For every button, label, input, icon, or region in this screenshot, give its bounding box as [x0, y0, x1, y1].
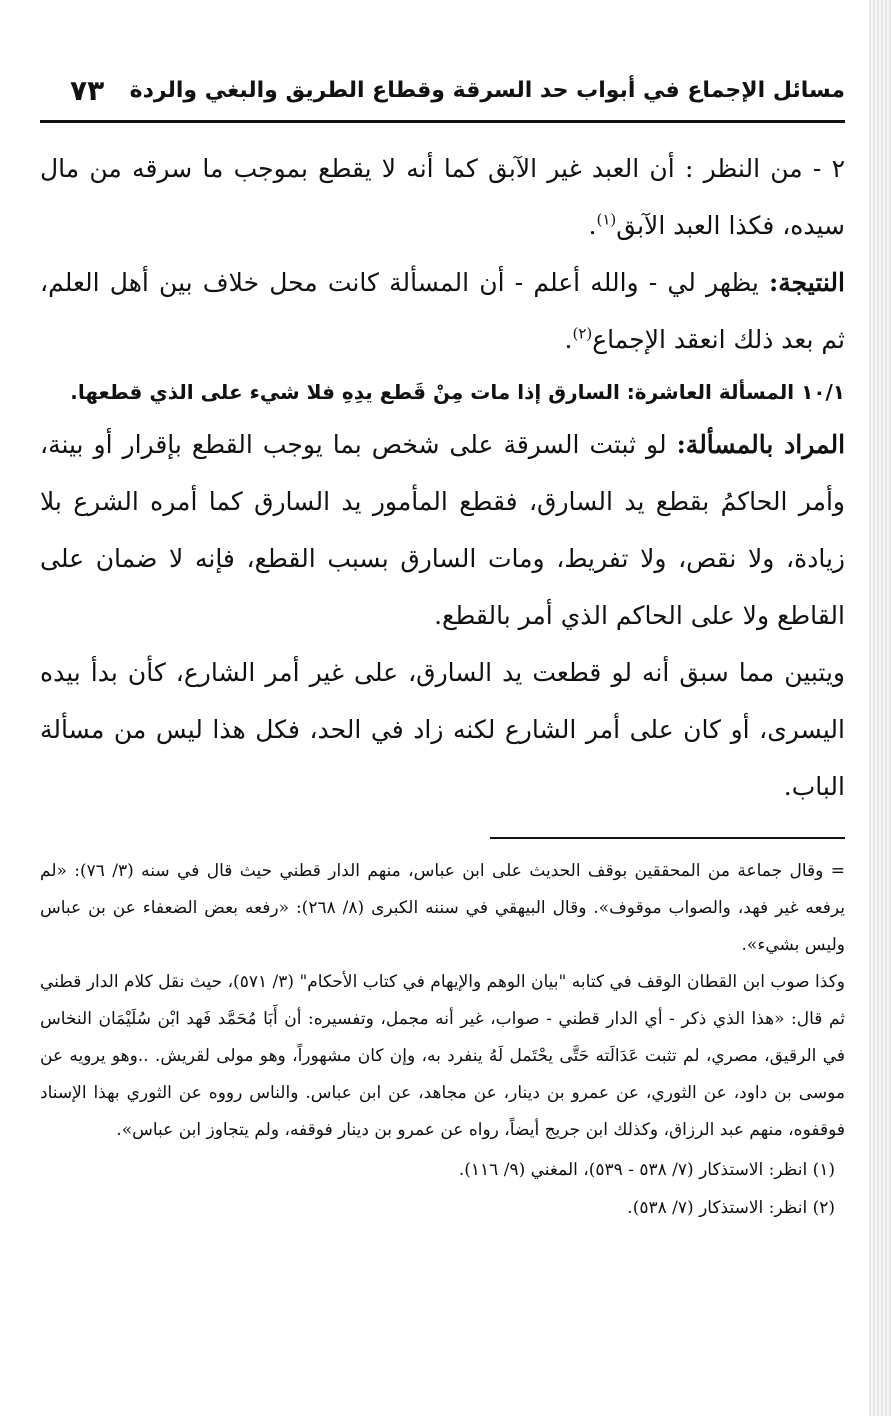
- footnotes: [40, 1151, 845, 1227]
- main-text: [40, 140, 845, 815]
- meaning-label: المراد بالمسألة:: [676, 430, 846, 459]
- running-title: مسائل الإجماع في أبواب حد السرقة وقطاع الطريق والبغي والردة: [129, 78, 845, 103]
- paragraph-text: ٢ - من النظر : أن العبد غير الآبق كما أنه لا يقطع بموجب ما سرقه من مال سيده، فكذا العبد الآبق: [40, 154, 845, 240]
- continued-footnote: [40, 853, 845, 1149]
- footnote-continuation-part-1: = وقال جماعة من المحققين بوقف الحديث على ابن عباس، منهم الدار قطني حيث قال في سنه (٣/ ٧٦): «لم يرفعه غير فهد، والصواب موقوف». وقال البيهقي في سننه الكبرى (٨/ ٢٦٨): «رفعه بعض الضعفاء عن بن عباس وليس بشيء».: [40, 861, 845, 955]
- paragraph-conclusion: النتيجة: يظهر لي - والله أعلم - أن المسألة كانت محل خلاف بين أهل العلم، ثم بعد ذلك انعقد الإجماع$^{(٢)}$.: [40, 268, 845, 354]
- paragraph-clarification: ويتبين مما سبق أنه لو قطعت يد السارق، على غير أمر الشارع، كأن بدأ بيده اليسرى، أو كان على أمر الشارع لكنه زاد في الحد، فكل هذا ليس من مسألة الباب.: [40, 658, 845, 801]
- paragraph-text: يظهر لي - والله أعلم - أن المسألة كانت محل خلاف بين أهل العلم، ثم بعد ذلك انعقد الإجماع: [40, 268, 845, 354]
- page-spine-shadow: [869, 0, 891, 1416]
- footnote-1: (١) انظر: الاستذكار (٧/ ٥٣٨ - ٥٣٩)، المغني (٩/ ١١٦).: [458, 1160, 835, 1180]
- paragraph-text: لو ثبتت السرقة على شخص بما يوجب القطع بإقرار أو بينة، وأمر الحاكمُ بقطع يد السارق، فقطع المأمور يد السارق كما أمره الشرع بلا زيادة، ولا نقص، ولا تفريط، ومات السارق بسبب القطع، فإنه لا ضمان على القاطع ولا على الحاكم الذي أمر بالقطع.: [40, 430, 845, 630]
- section-heading: ١٠/١ المسألة العاشرة: السارق إذا مات مِنْ قَطع يدِهِ فلا شيء على الذي قطعها.: [70, 380, 845, 404]
- page-header: [40, 0, 845, 124]
- footnote-ref-2: (٢): [572, 324, 593, 343]
- paragraph-reasoning: ٢ - من النظر : أن العبد غير الآبق كما أنه لا يقطع بموجب ما سرقه من مال سيده، فكذا العبد الآبق$^{(١)}$.: [40, 154, 845, 240]
- header-rule: [40, 120, 845, 123]
- conclusion-label: النتيجة:: [769, 268, 845, 297]
- footnote-ref-1: (١): [596, 210, 617, 229]
- footnote-2: (٢) انظر: الاستذكار (٧/ ٥٣٨).: [627, 1198, 835, 1218]
- page-number: ٧٣: [70, 74, 105, 107]
- footnote-continuation-part-2: وكذا صوب ابن القطان الوقف في كتابه "بيان الوهم والإيهام في كتاب الأحكام" (٣/ ٥٧١)، حيث نقل كلام الدار قطني ثم قال: «هذا الذي ذكر - أي الدار قطني - صواب، غير أنه مجمل، وتفسيره: أن أَبَا مُحَمَّد فَهد ابْن سُلَيْمَان النخاس في الرقيق، مصري، لم تثبت عَدَالَته حَتَّى يحْتَمل لَهُ ينفرد به، وإن كان مشهوراً، وهو مولى لقريش. ..وهو يرويه عن موسى بن داود، عن الثوري، عن عمرو بن دينار، عن مجاهد، عن ابن عباس. والناس رووه عن الثوري بهذا الإسناد فوقفوه، منهم عبد الرزاق، وكذلك ابن جريج أيضاً، رواه عن عمرو بن دينار فوقفه، ولم يتجاوز ابن عباس».: [40, 972, 845, 1140]
- paragraph-meaning: [40, 416, 845, 644]
- footnote-separator: [490, 837, 845, 839]
